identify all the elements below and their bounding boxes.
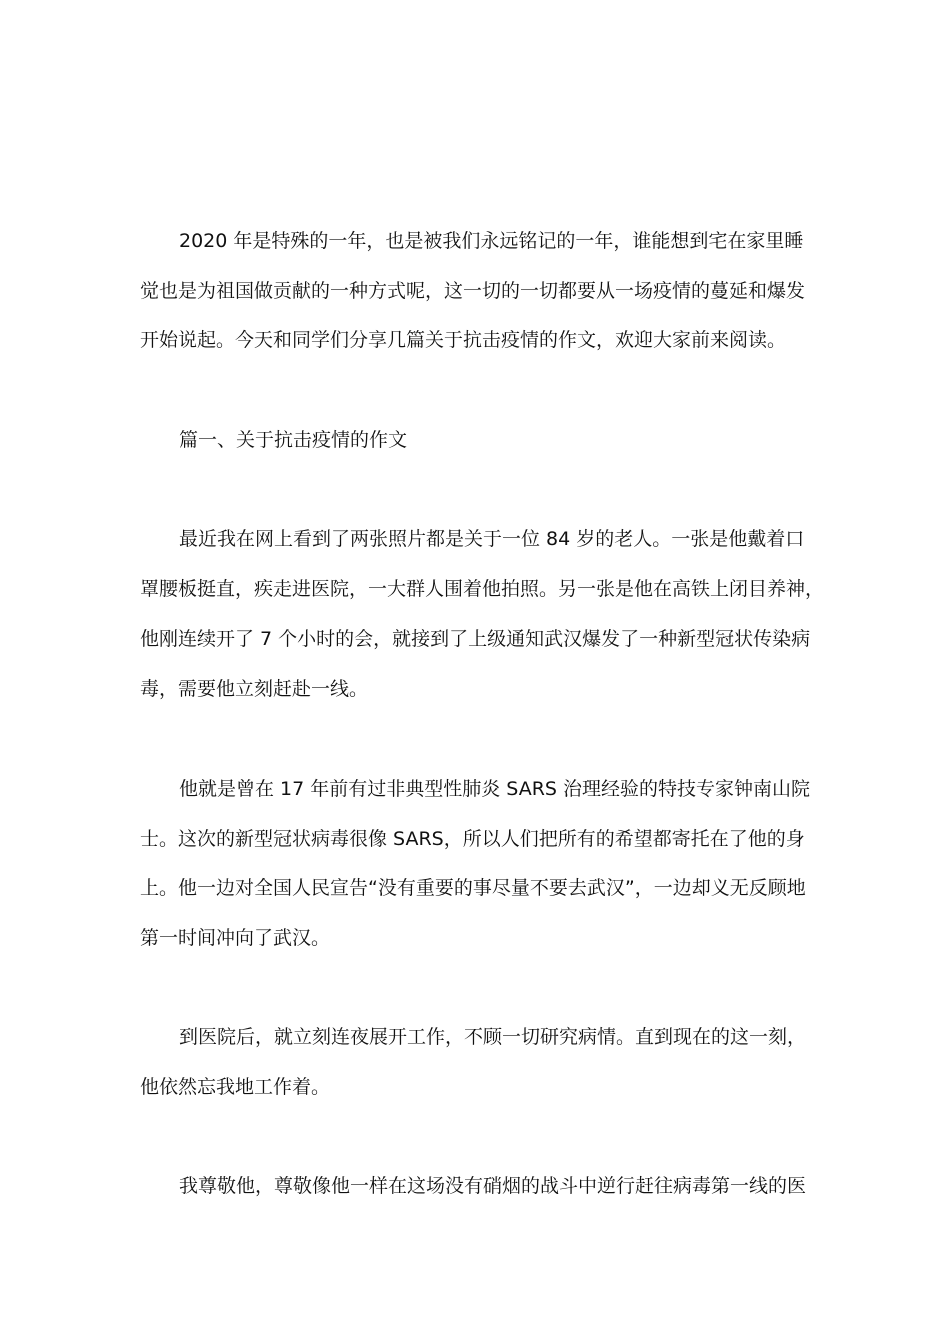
- section-heading: 篇一、关于抗击疫情的作文: [179, 429, 408, 451]
- para1-line-4: 毒，需要他立刻赶赴一线。: [140, 678, 369, 700]
- intro-line-2: 觉也是为祖国做贡献的一种方式呢，这一切的一切都要从一场疫情的蔓延和爆发: [140, 280, 806, 302]
- para2-line-2: 士。这次的新型冠状病毒很像 SARS，所以人们把所有的希望都寄托在了他的身: [140, 828, 805, 850]
- para3-line-2: 他依然忘我地工作着。: [140, 1076, 331, 1098]
- para1-line-3: 他刚连续开了 7 个小时的会，就接到了上级通知武汉爆发了一种新型冠状传染病: [140, 628, 811, 650]
- intro-line-3: 开始说起。今天和同学们分享几篇关于抗击疫情的作文，欢迎大家前来阅读。: [140, 329, 787, 351]
- intro-line-1: 2020 年是特殊的一年，也是被我们永远铭记的一年，谁能想到宅在家里睡: [179, 230, 804, 252]
- para2-line-3: 上。他一边对全国人民宣告“没有重要的事尽量不要去武汉”，一边却义无反顾地: [140, 877, 806, 899]
- para3-line-1: 到医院后，就立刻连夜展开工作，不顾一切研究病情。直到现在的这一刻，: [179, 1026, 807, 1048]
- para1-line-1: 最近我在网上看到了两张照片都是关于一位 84 岁的老人。一张是他戴着口: [179, 528, 805, 550]
- para1-line-2: 罩腰板挺直，疾走进医院，一大群人围着他拍照。另一张是他在高铁上闭目养神，: [140, 578, 825, 600]
- para4-line-1: 我尊敬他，尊敬像他一样在这场没有硝烟的战斗中逆行赶往病毒第一线的医: [179, 1175, 807, 1197]
- para2-line-4: 第一时间冲向了武汉。: [140, 927, 331, 949]
- para2-line-1: 他就是曾在 17 年前有过非典型性肺炎 SARS 治理经验的特技专家钟南山院: [179, 778, 811, 800]
